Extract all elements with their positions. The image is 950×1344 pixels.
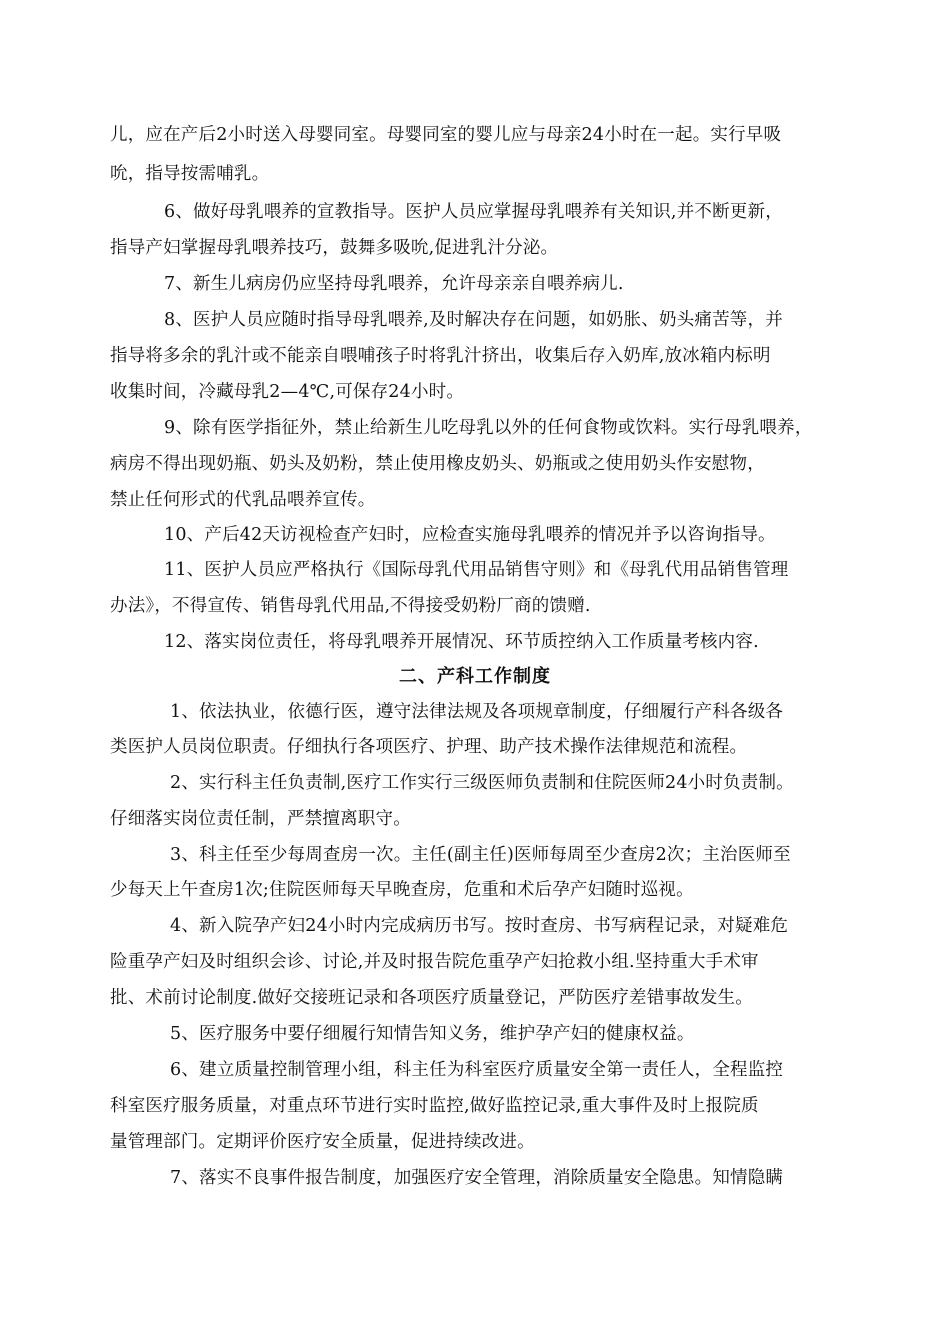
text-line: 批、术前讨论制度.做好交接班记录和各项医疗质量登记，严防医疗差错事故发生。 [110, 988, 753, 1008]
text-line: 6、做好母乳喂养的宣教指导。医护人员应掌握母乳喂养有关知识,并不断更新， [164, 202, 783, 222]
text-line: 7、落实不良事件报告制度，加强医疗安全管理，消除质量安全隐患。知情隐瞒 [170, 1168, 784, 1188]
text-line: 12、落实岗位责任，将母乳喂养开展情况、环节质控纳入工作质量考核内容. [164, 632, 759, 652]
text-line: 10、产后42天访视检查产妇时，应检查实施母乳喂养的情况并予以咨询指导。 [164, 525, 776, 545]
text-line: 少每天上午查房1次;住院医师每天早晚查房，危重和术后孕产妇随时巡视。 [110, 880, 694, 900]
text-line: 类医护人员岗位职责。仔细执行各项医疗、护理、助产技术操作法律规范和流程。 [110, 737, 748, 757]
text-line: 吮，指导按需哺乳。 [110, 164, 270, 184]
text-line: 4、新入院孕产妇24小时内完成病历书写。按时查房、书写病程记录，对疑难危 [170, 916, 789, 936]
text-line: 9、除有医学指征外，禁止给新生儿吃母乳以外的任何食物或饮料。实行母乳喂养， [164, 418, 813, 438]
text-line: 仔细落实岗位责任制，严禁擅离职守。 [110, 809, 411, 829]
text-line: 量管理部门。定期评价医疗安全质量，促进持续改进。 [110, 1132, 535, 1152]
text-line: 2、实行科主任负责制,医疗工作实行三级医师负责制和住院医师24小时负责制。 [170, 773, 794, 793]
text-line: 8、医护人员应随时指导母乳喂养,及时解决存在问题，如奶胀、奶头痛苦等，并 [164, 310, 783, 330]
text-line: 6、建立质量控制管理小组，科主任为科室医疗质量安全第一责任人，全程监控 [170, 1060, 784, 1080]
text-line: 1、依法执业，依德行医，遵守法律法规及各项规章制度，仔细履行产科各级各 [170, 702, 784, 722]
text-line: 3、科主任至少每周查房一次。主任(副主任)医师每周至少查房2次；主治医师至 [170, 845, 791, 865]
section-heading: 二、产科工作制度 [399, 666, 551, 687]
text-line: 11、医护人员应严格执行《国际母乳代用品销售守则》和《母乳代用品销售管理 [164, 560, 789, 580]
text-line: 科室医疗服务质量，对重点环节进行实时监控,做好监控记录,重大事件及时上报院质 [110, 1096, 759, 1116]
text-line: 病房不得出现奶瓶、奶头及奶粉，禁止使用橡皮奶头、奶瓶或之使用奶头作安慰物， [110, 454, 765, 474]
text-line: 险重孕产妇及时组织会诊、讨论,并及时报告院危重孕产妇抢救小组.坚持重大手术审 [110, 952, 759, 972]
text-line: 5、医疗服务中要仔细履行知情告知义务，维护孕产妇的健康权益。 [170, 1024, 695, 1044]
text-line: 指导产妇掌握母乳喂养技巧，鼓舞多吸吮,促进乳汁分泌。 [110, 238, 559, 258]
text-line: 7、新生儿病房仍应坚持母乳喂养，允许母亲亲自喂养病儿. [164, 274, 624, 294]
text-line: 儿，应在产后2小时送入母婴同室。母婴同室的婴儿应与母亲24小时在一起。实行早吸 [110, 125, 782, 145]
text-line: 禁止任何形式的代乳品喂养宣传。 [110, 490, 376, 510]
text-line: 办法》，不得宣传、销售母乳代用品,不得接受奶粉厂商的馈赠. [110, 596, 591, 616]
text-line: 收集时间，冷藏母乳2—4℃,可保存24小时。 [110, 382, 465, 402]
text-line: 指导将多余的乳汁或不能亲自喂哺孩子时将乳汁挤出，收集后存入奶库,放冰箱内标明 [110, 346, 771, 366]
